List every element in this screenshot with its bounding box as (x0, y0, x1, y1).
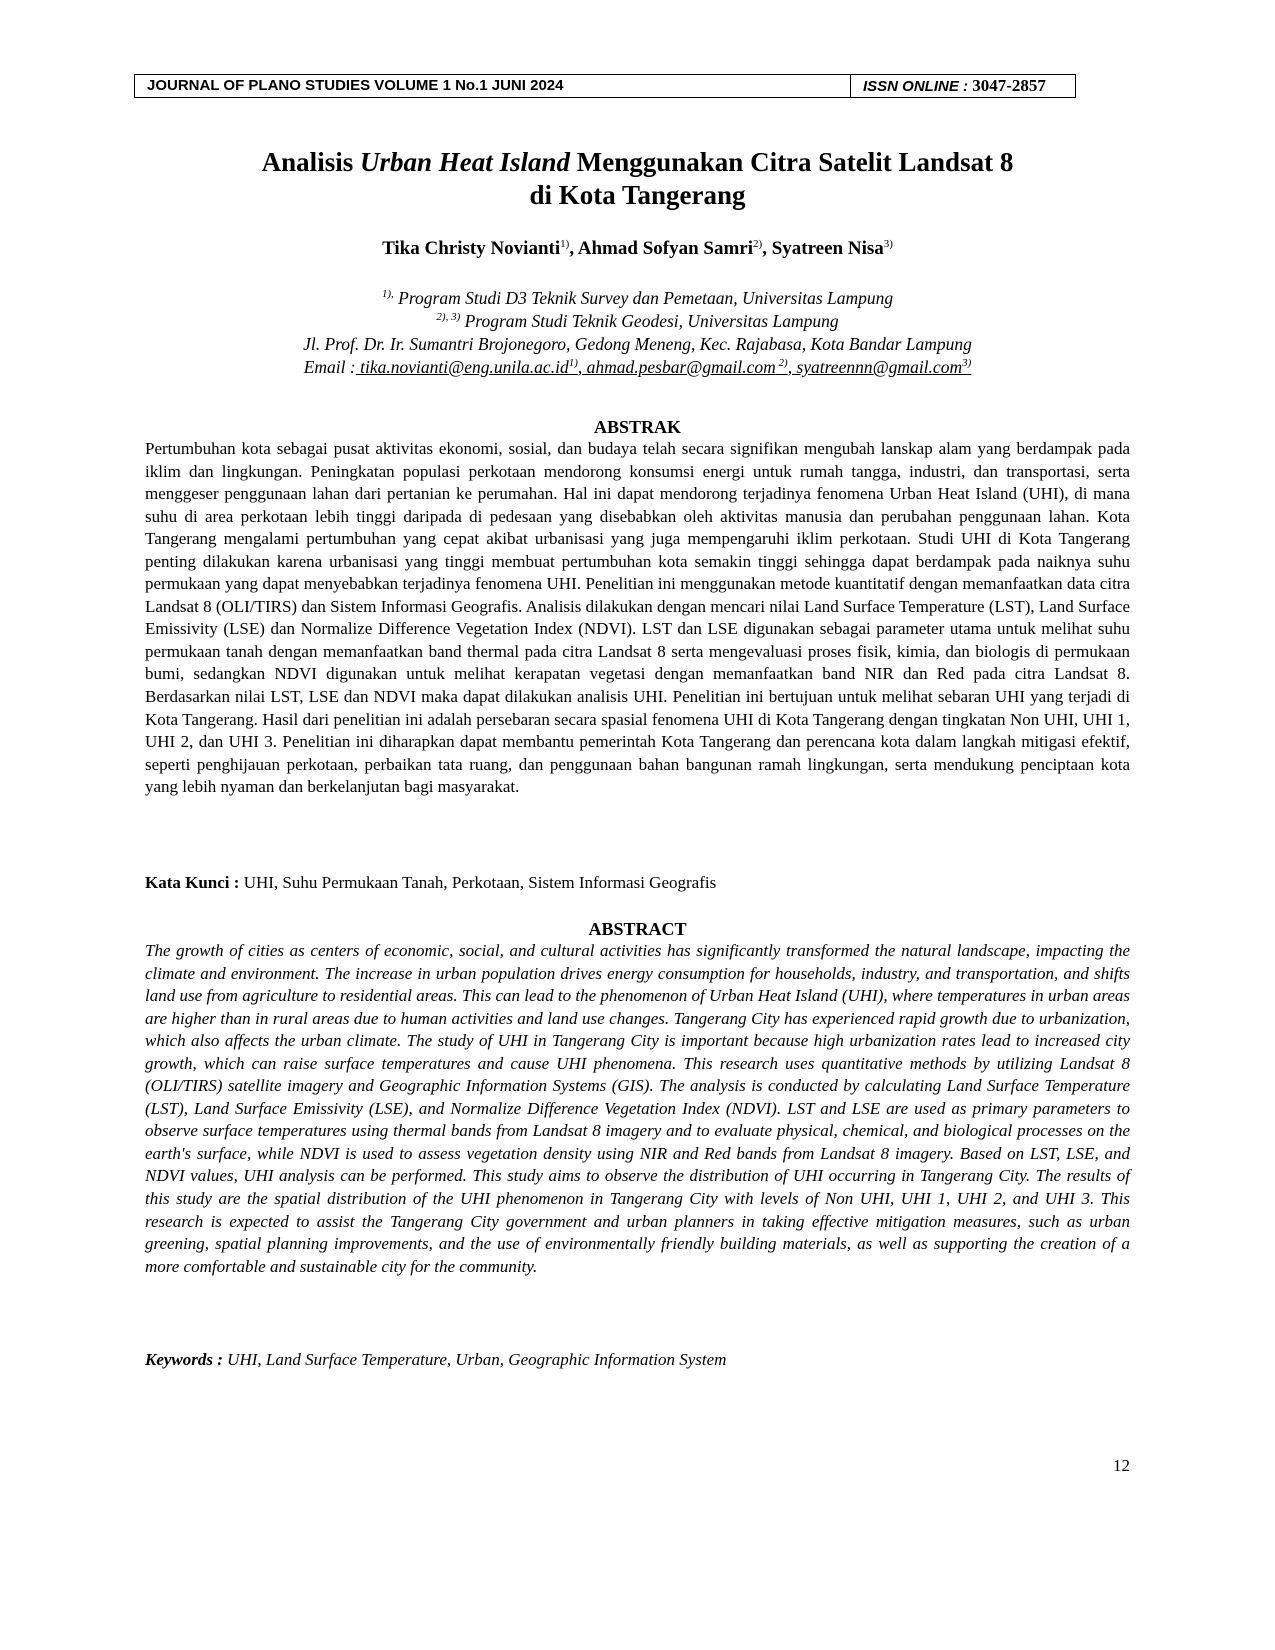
author-list (134, 237, 1141, 261)
abstract-heading: ABSTRACT (588, 919, 687, 939)
affiliation-address: Jl. Prof. Dr. Ir. Sumantri Brojonegoro, Gedong Meneng, Kec. Rajabasa, Kota Bandar Lampung (303, 334, 972, 354)
abstrak-heading: ABSTRAK (593, 417, 682, 437)
title-line-2: di Kota Tangerang (529, 180, 746, 210)
keywords-text: UHI, Land Surface Temperature, Urban, Geographic Information System (222, 1350, 727, 1369)
email-address: tika.novianti@eng.unila.ac.id (355, 357, 569, 377)
page-number: 12 (1113, 1456, 1130, 1475)
author-affil-mark: 3) (883, 238, 893, 250)
issn-info (851, 75, 1075, 97)
author-name: Ahmad Sofyan Samri (577, 238, 754, 259)
author-name: Tika Christy Novianti (382, 238, 561, 259)
author-name: Syatreen Nisa (771, 238, 884, 259)
abstrak-keywords (145, 872, 1130, 894)
journal-name: JOURNAL OF PLANO STUDIES VOLUME 1 No.1 JUNI 2024 (135, 75, 851, 97)
email-address: syatreennn@gmail.com (796, 357, 963, 377)
author-affil-mark: 1) (560, 238, 570, 250)
email-mark: 2) (775, 357, 788, 369)
keywords-text: UHI, Suhu Permukaan Tanah, Perkotaan, Sistem Informasi Geografis (239, 873, 717, 892)
abstrak-body: Pertumbuhan kota sebagai pusat aktivitas ekonomi, sosial, dan budaya telah secara signifikan mengubah lanskap alam yang berdampak pada iklim dan lingkungan. Peningkatan populasi perkotaan mendorong konsumsi energi untuk rumah tangga, industri, dan transportasi, serta menggeser penggunaan lahan dari pertanian ke perumahan. Hal ini dapat mendorong terjadinya fenomena Urban Heat Island (UHI), di mana suhu di area perkotaan lebih tinggi daripada di pedesaan yang disebabkan oleh aktivitas manusia dan perubahan penggunaan lahan. Kota Tangerang mengalami pertumbuhan yang cepat akibat urbanisasi yang juga mempengaruhi iklim perkotaan. Studi UHI di Kota Tangerang penting dilakukan karena urbanisasi yang tinggi membuat pertumbuhan kota semakin tinggi sehingga dapat berdampak pada naiknya suhu permukaan yang dapat menyebabkan terjadinya fenomena UHI. Penelitian ini menggunakan metode kuantitatif dengan memanfaatkan data citra Landsat 8 (OLI/TIRS) dan Sistem Informasi Geografis. Analisis dilakukan dengan mencari nilai Land Surface Temperature (LST), Land Surface Emissivity (LSE) dan Normalize Difference Vegetation Index (NDVI). LST dan LSE digunakan sebagai parameter utama untuk melihat suhu permukaan tanah dengan memanfaatkan band thermal pada citra Landsat 8 serta mengevaluasi proses fisik, kimia, dan biologis di permukaan bumi, sedangkan NDVI digunakan untuk melihat kerapatan vegetasi dengan memanfaatkan band NIR dan Red pada citra Landsat 8. Berdasarkan nilai LST, LSE dan NDVI maka dapat dilakukan analisis UHI. Penelitian ini bertujuan untuk melihat sebaran UHI yang terjadi di Kota Tangerang. Hasil dari penelitian ini adalah persebaran secara spasial fenomena UHI di Kota Tangerang dengan tingkatan Non UHI, UHI 1, UHI 2, dan UHI 3. Penelitian ini diharapkan dapat membantu pemerintah Kota Tangerang dan perencana kota dalam langkah mitigasi efektif, seperti penghijauan perkotaan, perbaikan tata ruang, dan penggunaan bahan bangunan ramah lingkungan, serta mendukung penciptaan kota yang lebih nyaman dan berkelanjutan bagi masyarakat. (145, 439, 1130, 797)
email-separator: , (577, 357, 587, 377)
email-mark: 3) (962, 357, 972, 369)
affiliation-1 (134, 287, 1141, 310)
author-separator: , (569, 238, 578, 259)
issn-number: 3047-2857 (972, 76, 1046, 95)
abstract-body: The growth of cities as centers of economic, social, and cultural activities has significantly transformed the natural landscape, impacting the climate and environment. The increase in urban population drives energy consumption for households, industry, and transportation, and shifts land use from agriculture to residential areas. This can lead to the phenomenon of Urban Heat Island (UHI), where temperatures in urban areas are higher than in rural areas due to human activities and land use changes. Tangerang City has experienced rapid growth due to urbanization, which also affects the urban climate. The study of UHI in Tangerang City is important because high urbanization rates lead to increased city growth, which can raise surface temperatures and cause UHI phenomena. This research uses quantitative methods by utilizing Landsat 8 (OLI/TIRS) satellite imagery and Geographic Information Systems (GIS). The analysis is conducted by calculating Land Surface Temperature (LST), Land Surface Emissivity (LSE), and Normalize Difference Vegetation Index (NDVI). LST and LSE are used as primary parameters to observe surface temperatures using thermal bands from Landsat 8 imagery and to evaluate physical, chemical, and biological processes on the earth's surface, while NDVI is used to assess vegetation density using NIR and Red bands from Landsat 8 imagery. Based on LST, LSE, and NDVI values, UHI analysis can be performed. This study aims to observe the distribution of UHI occurring in Tangerang City. The results of this study are the spatial distribution of the UHI phenomenon in Tangerang City with levels of Non UHI, UHI 1, UHI 2, and UHI 3. This research is expected to assist the Tangerang City government and urban planners in taking effective mitigation measures, such as urban greening, spatial planning improvements, and the use of environmentally friendly building materials, as well as supporting the creation of a more comfortable and sustainable city for the community. (145, 941, 1130, 1276)
author-affil-mark: 2) (753, 238, 763, 250)
affiliation-2 (134, 310, 1141, 333)
email-line (134, 356, 1141, 379)
title-part-1: Analisis (261, 147, 360, 177)
paper-title (134, 146, 1141, 212)
title-italic-part: Urban Heat Island (359, 147, 571, 177)
issn-label: ISSN ONLINE : (863, 78, 969, 95)
affiliations (134, 287, 1141, 379)
affiliation-text: Program Studi D3 Teknik Survey dan Pemetaan, Universitas Lampung (393, 288, 894, 308)
title-part-2: Menggunakan Citra Satelit Landsat 8 (570, 147, 1014, 177)
author-separator: , (762, 238, 772, 259)
journal-header (134, 74, 1076, 98)
affiliation-mark: 2), 3) (436, 311, 461, 323)
abstract-keywords (145, 1349, 1130, 1371)
keywords-label: Keywords : (145, 1350, 223, 1369)
email-address: ahmad.pesbar@gmail.com (586, 357, 776, 377)
keywords-label: Kata Kunci : (145, 873, 240, 892)
email-mark: 1) (568, 357, 578, 369)
email-link-1[interactable] (356, 357, 972, 377)
email-separator: , (787, 357, 797, 377)
affiliation-text: Program Studi Teknik Geodesi, Universitas Lampung (460, 311, 839, 331)
affiliation-mark: 1), (381, 288, 394, 300)
email-label: Email : (303, 357, 356, 377)
